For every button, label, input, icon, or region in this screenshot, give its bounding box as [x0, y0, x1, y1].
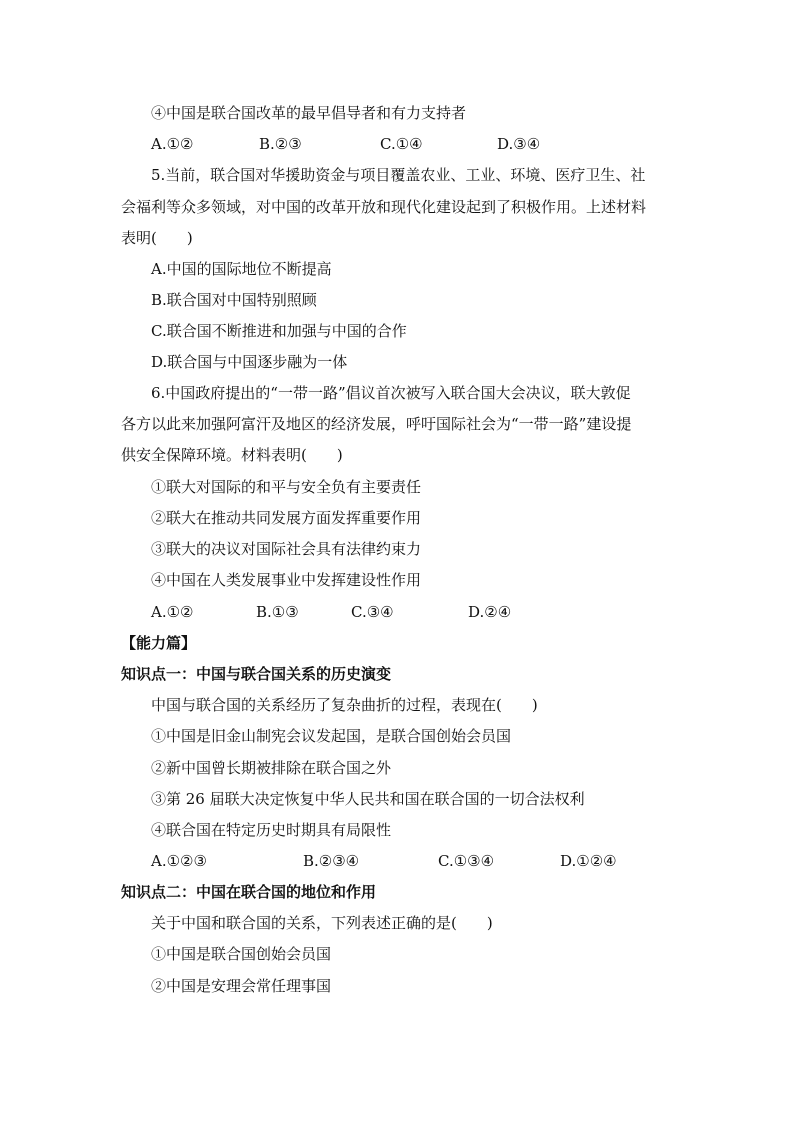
knowledge-point-2-item-2: ②中国是安理会常任理事国 — [151, 977, 332, 995]
question-6-item-2: ②联大在推动共同发展方面发挥重要作用 — [151, 509, 422, 527]
knowledge-point-1-option-b: B.②③④ — [303, 852, 360, 870]
question-6-option-a: A.①② — [151, 603, 194, 621]
question-5-line-1: 5.当前，联合国对华援助资金与项目覆盖农业、工业、环境、医疗卫生、社 — [151, 166, 646, 184]
knowledge-point-1-title: 知识点一：中国与联合国关系的历史演变 — [121, 665, 392, 683]
knowledge-point-1-option-a: A.①②③ — [151, 852, 207, 870]
option-d: D.③④ — [497, 135, 541, 153]
question-6-line-3: 供安全保障环境。材料表明( ) — [121, 446, 343, 464]
knowledge-point-1-item-2: ②新中国曾长期被排除在联合国之外 — [151, 759, 392, 777]
statement-item-4: ④中国是联合国改革的最早倡导者和有力支持者 — [151, 104, 467, 122]
knowledge-point-1-question: 中国与联合国的关系经历了复杂曲折的过程，表现在( ) — [151, 696, 538, 714]
question-5-option-b: B.联合国对中国特别照顾 — [151, 291, 317, 309]
knowledge-point-1-option-d: D.①②④ — [560, 852, 617, 870]
question-5-option-c: C.联合国不断推进和加强与中国的合作 — [151, 322, 407, 340]
question-6-item-1: ①联大对国际的和平与安全负有主要责任 — [151, 478, 422, 496]
option-b: B.②③ — [259, 135, 302, 153]
question-6-line-1: 6.中国政府提出的“一带一路”倡议首次被写入联合国大会决议，联大敦促 — [151, 384, 631, 402]
question-5-line-2: 会福利等众多领域，对中国的改革开放和现代化建设起到了积极作用。上述材料 — [121, 198, 647, 216]
option-c: C.①④ — [380, 135, 423, 153]
question-6-line-2: 各方以此来加强阿富汗及地区的经济发展，呼吁国际社会为“一带一路”建设提 — [121, 415, 632, 433]
knowledge-point-1-item-1: ①中国是旧金山制宪会议发起国，是联合国创始会员国 — [151, 727, 512, 745]
question-5-line-3: 表明( ) — [121, 229, 193, 247]
knowledge-point-1-option-c: C.①③④ — [438, 852, 495, 870]
question-6-option-b: B.①③ — [256, 603, 299, 621]
knowledge-point-1-item-4: ④联合国在特定历史时期具有局限性 — [151, 821, 392, 839]
question-5-option-d: D.联合国与中国逐步融为一体 — [151, 353, 348, 371]
knowledge-point-2-question: 关于中国和联合国的关系，下列表述正确的是( ) — [151, 914, 493, 932]
option-a: A.①② — [151, 135, 194, 153]
question-6-option-c: C.③④ — [351, 603, 394, 621]
section-title: 【能力篇】 — [121, 634, 197, 652]
knowledge-point-2-item-1: ①中国是联合国创始会员国 — [151, 945, 332, 963]
knowledge-point-1-item-3: ③第 26 届联大决定恢复中华人民共和国在联合国的一切合法权利 — [151, 790, 585, 808]
question-6-option-d: D.②④ — [468, 603, 512, 621]
question-6-item-4: ④中国在人类发展事业中发挥建设性作用 — [151, 571, 422, 589]
question-6-item-3: ③联大的决议对国际社会具有法律约束力 — [151, 540, 422, 558]
knowledge-point-2-title: 知识点二：中国在联合国的地位和作用 — [121, 883, 377, 901]
question-5-option-a: A.中国的国际地位不断提高 — [151, 260, 332, 278]
